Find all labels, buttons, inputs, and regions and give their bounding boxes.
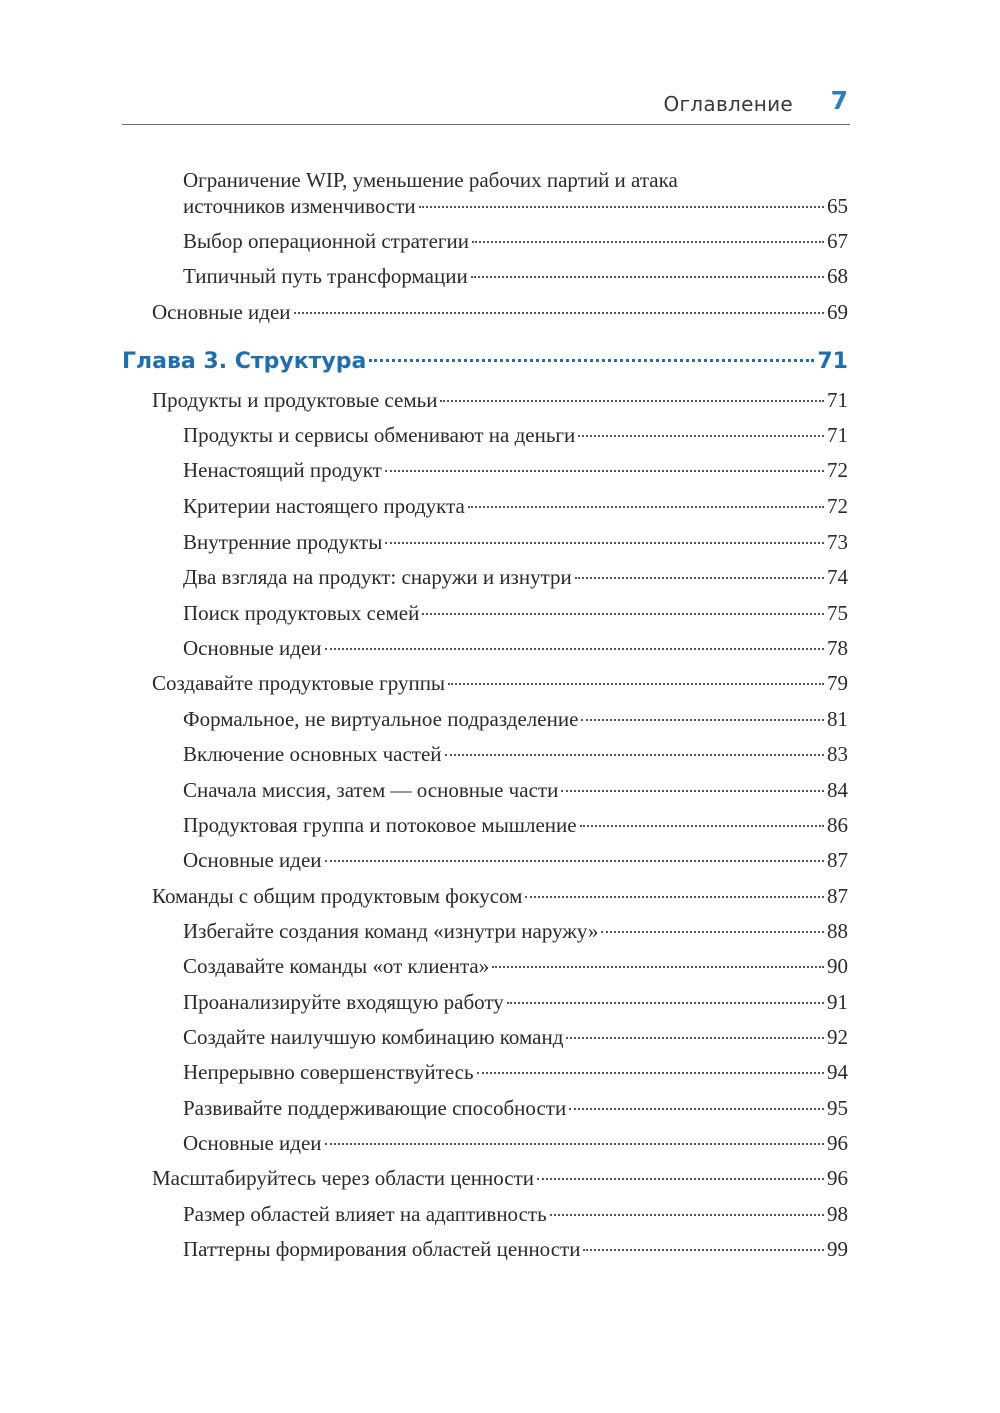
- toc-entry-title: Внутренние продукты: [183, 530, 383, 554]
- toc-entry-title: Размер областей влияет на адаптивность: [183, 1202, 547, 1226]
- toc-entry-page: 92: [827, 1025, 848, 1049]
- toc-entry-page: 79: [827, 671, 848, 695]
- toc-entry-page: 86: [827, 813, 848, 837]
- dot-leader: [325, 860, 824, 862]
- toc-entry-page: 98: [827, 1202, 848, 1226]
- dot-leader: [575, 577, 824, 579]
- dot-leader: [369, 359, 814, 362]
- toc-entry-title: Продуктовая группа и потоковое мышление: [183, 813, 577, 837]
- toc-entry-page: 96: [827, 1166, 848, 1190]
- toc-entry-page: 87: [827, 884, 848, 908]
- dot-leader: [325, 648, 824, 650]
- toc-entry[interactable]: [183, 777, 848, 803]
- toc-entry[interactable]: [183, 847, 848, 873]
- toc-entry-page: 91: [827, 990, 848, 1014]
- dot-leader: [581, 719, 824, 721]
- toc-entry-title: Масштабируйтесь через области ценности: [152, 1166, 535, 1190]
- toc-entry[interactable]: [183, 1095, 848, 1121]
- toc-entry[interactable]: [152, 299, 848, 325]
- toc-entry-page: 71: [827, 423, 848, 447]
- toc-entry[interactable]: [183, 422, 848, 448]
- toc-entry-title: Включение основных частей: [183, 742, 442, 766]
- toc-entry-title: Команды с общим продуктовым фокусом: [152, 884, 523, 908]
- dot-leader: [385, 470, 824, 472]
- toc-entry-title: Поиск продуктовых семей: [183, 601, 420, 625]
- toc-entry-page: 83: [827, 742, 848, 766]
- dot-leader: [525, 896, 824, 898]
- toc-entry-title: Продукты и сервисы обменивают на деньги: [183, 423, 576, 447]
- toc-entry[interactable]: [152, 1165, 848, 1191]
- toc-entry[interactable]: [183, 529, 848, 555]
- toc-entry-page: 81: [827, 707, 848, 731]
- toc-entry-page: 67: [827, 229, 848, 253]
- toc-entry-title: Основные идеи: [183, 848, 322, 872]
- toc-entry-page: 78: [827, 636, 848, 660]
- toc-entry-page: 68: [827, 264, 848, 288]
- toc-entry-page: 72: [827, 494, 848, 518]
- dot-leader: [445, 754, 824, 756]
- dot-leader: [507, 1002, 824, 1004]
- toc-entry[interactable]: [183, 706, 848, 732]
- toc-entry-title: Выбор операционной стратегии: [183, 229, 469, 253]
- dot-leader: [468, 506, 824, 508]
- toc-entry-page: 71: [827, 388, 848, 412]
- dot-leader: [477, 1072, 824, 1074]
- toc-entry[interactable]: [152, 883, 848, 909]
- toc-entry-title: Основные идеи: [152, 300, 291, 324]
- dot-leader: [583, 1249, 824, 1251]
- toc-entry-page: 88: [827, 919, 848, 943]
- dot-leader: [440, 400, 824, 402]
- toc-entry[interactable]: [152, 387, 848, 413]
- dot-leader: [561, 790, 824, 792]
- toc-entry[interactable]: [183, 1059, 848, 1085]
- toc-entry-continued[interactable]: [183, 193, 848, 219]
- dot-leader: [578, 435, 824, 437]
- toc-entry-page: 73: [827, 530, 848, 554]
- page-number: 7: [830, 86, 848, 115]
- toc-chapter-heading[interactable]: [122, 349, 848, 375]
- dot-leader: [492, 966, 824, 968]
- toc-entry[interactable]: [152, 670, 848, 696]
- toc-entry-continued-line1: Ограничение WIP, уменьшение рабочих партий и атака: [183, 168, 678, 192]
- toc-entry[interactable]: [183, 1130, 848, 1156]
- toc-entry-title: Создавайте команды «от клиента»: [183, 954, 490, 978]
- dot-leader: [325, 1143, 824, 1145]
- toc-entry-page: 71: [817, 349, 848, 374]
- toc-entry[interactable]: [183, 1024, 848, 1050]
- toc-entry[interactable]: [183, 564, 848, 590]
- dot-leader: [569, 1108, 824, 1110]
- running-header-title: Оглавление: [663, 92, 793, 116]
- toc-entry-title: Паттерны формирования областей ценности: [183, 1237, 581, 1261]
- dot-leader: [580, 825, 824, 827]
- toc-entry[interactable]: [183, 228, 848, 254]
- toc-entry[interactable]: [183, 989, 848, 1015]
- toc-entry-title: Формальное, не виртуальное подразделение: [183, 707, 579, 731]
- toc-entry-title: Критерии настоящего продукта: [183, 494, 465, 518]
- dot-leader: [566, 1037, 824, 1039]
- toc-entry-page: 72: [827, 458, 848, 482]
- toc-entry-title: источников изменчивости: [183, 194, 416, 218]
- toc-entry-title: Проанализируйте входящую работу: [183, 990, 504, 1014]
- toc-entry-page: 69: [827, 300, 848, 324]
- toc-entry-title: Ненастоящий продукт: [183, 458, 382, 482]
- toc-entry-page: 75: [827, 601, 848, 625]
- toc-entry[interactable]: [183, 918, 848, 944]
- toc-entry-page: 74: [827, 565, 848, 589]
- toc-entry-title: Продукты и продуктовые семьи: [152, 388, 438, 412]
- dot-leader: [537, 1178, 824, 1180]
- dot-leader: [471, 276, 824, 278]
- toc-entry[interactable]: [183, 263, 848, 289]
- dot-leader: [385, 542, 824, 544]
- toc-entry-title: Развивайте поддерживающие способности: [183, 1096, 567, 1120]
- toc-entry[interactable]: [183, 953, 848, 979]
- dot-leader: [550, 1214, 824, 1216]
- toc-entry-title: Сначала миссия, затем — основные части: [183, 778, 559, 802]
- dot-leader: [422, 613, 824, 615]
- toc-entry-page: 94: [827, 1060, 848, 1084]
- toc-entry-page: 95: [827, 1096, 848, 1120]
- toc-entry[interactable]: [183, 812, 848, 838]
- toc-entry-title: Типичный путь трансформации: [183, 264, 468, 288]
- toc-entry-page: 99: [827, 1237, 848, 1261]
- dot-leader: [601, 931, 824, 933]
- toc-entry-title: Создавайте продуктовые группы: [152, 671, 446, 695]
- toc-entry-title: Избегайте создания команд «изнутри наружу»: [183, 919, 599, 943]
- toc-entry[interactable]: [183, 600, 848, 626]
- toc-entry[interactable]: [183, 635, 848, 661]
- toc-entry-page: 90: [827, 954, 848, 978]
- toc-entry[interactable]: [183, 1201, 848, 1227]
- dot-leader: [419, 206, 824, 208]
- toc-entry-page: 65: [827, 194, 848, 218]
- toc-entry[interactable]: [183, 1236, 848, 1262]
- dot-leader: [472, 241, 824, 243]
- toc-entry-title: Создайте наилучшую комбинацию команд: [183, 1025, 564, 1049]
- toc-entry-title: Непрерывно совершенствуйтесь: [183, 1060, 474, 1084]
- toc-entry[interactable]: [183, 457, 848, 483]
- toc-entry-page: 96: [827, 1131, 848, 1155]
- toc-entry-page: 84: [827, 778, 848, 802]
- dot-leader: [448, 683, 824, 685]
- toc-entry-title: Два взгляда на продукт: снаружи и изнутри: [183, 565, 572, 589]
- toc-entry-title: Основные идеи: [183, 1131, 322, 1155]
- toc-entry[interactable]: [183, 741, 848, 767]
- toc-entry[interactable]: [183, 493, 848, 519]
- dot-leader: [294, 312, 824, 314]
- toc-entry-title: Основные идеи: [183, 636, 322, 660]
- toc-entry-page: 87: [827, 848, 848, 872]
- toc-entry-title: Глава 3. Структура: [122, 349, 367, 374]
